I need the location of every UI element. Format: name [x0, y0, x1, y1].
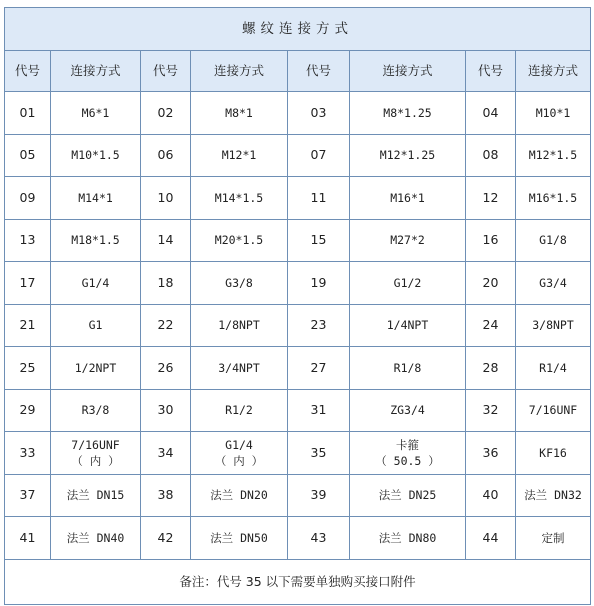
connection-type-cell — [350, 432, 466, 475]
connection-type-label: 卡箍 — [396, 437, 419, 452]
code-cell: 33 — [5, 432, 51, 475]
connection-type-label: 法兰 DN15 — [66, 488, 125, 503]
connection-type-label: M12*1 — [221, 148, 257, 163]
thread-connection-table-container — [4, 7, 590, 605]
code-cell: 14 — [141, 219, 191, 262]
connection-type-label: 法兰 DN25 — [378, 488, 437, 503]
connection-type-label: G3/8 — [225, 275, 253, 290]
connection-type-label: 法兰 DN80 — [378, 530, 437, 545]
connection-type-label: M12*1.5 — [528, 148, 578, 163]
code-cell: 09 — [5, 177, 51, 220]
code-cell: 19 — [288, 262, 350, 305]
table-title-row — [5, 8, 591, 51]
connection-type-cell — [350, 262, 466, 305]
table-row — [5, 262, 591, 305]
code-cell: 32 — [466, 389, 516, 432]
connection-type-cell — [51, 219, 141, 262]
code-cell: 30 — [141, 389, 191, 432]
connection-type-cell — [516, 389, 591, 432]
connection-type-label: M27*2 — [390, 233, 425, 248]
connection-type-cell — [350, 304, 466, 347]
connection-type-cell — [191, 92, 288, 135]
table-row — [5, 304, 591, 347]
connection-type-label: M14*1.5 — [214, 190, 264, 205]
connection-type-label: 3/4NPT — [218, 360, 260, 375]
connection-type-cell — [516, 304, 591, 347]
connection-type-cell — [350, 517, 466, 560]
connection-type-cell — [191, 134, 288, 177]
connection-type-label: R1/2 — [225, 403, 253, 418]
table-row — [5, 432, 591, 475]
connection-type-label: G1/8 — [539, 233, 567, 248]
code-cell: 07 — [288, 134, 350, 177]
code-cell: 06 — [141, 134, 191, 177]
code-cell: 04 — [466, 92, 516, 135]
code-cell: 38 — [141, 474, 191, 517]
connection-type-label: G1/2 — [393, 275, 422, 290]
code-cell: 28 — [466, 347, 516, 390]
connection-type-cell — [191, 262, 288, 305]
header-connection-type: 连接方式 — [191, 51, 288, 92]
connection-type-cell — [51, 92, 141, 135]
connection-type-cell — [191, 432, 288, 475]
connection-type-cell — [191, 347, 288, 390]
code-cell: 34 — [141, 432, 191, 475]
connection-type-label: M20*1.5 — [214, 233, 264, 248]
connection-type-cell — [191, 219, 288, 262]
connection-type-cell — [516, 177, 591, 220]
connection-type-label: 法兰 DN32 — [524, 488, 582, 503]
code-cell: 15 — [288, 219, 350, 262]
connection-type-cell — [350, 347, 466, 390]
code-cell: 22 — [141, 304, 191, 347]
table-row — [5, 389, 591, 432]
code-cell: 25 — [5, 347, 51, 390]
code-cell: 03 — [288, 92, 350, 135]
connection-type-label: M14*1 — [78, 190, 113, 205]
connection-type-label: G1/4 — [225, 437, 253, 452]
connection-type-label: 1/8NPT — [218, 318, 260, 333]
connection-type-cell — [51, 262, 141, 305]
table-note-row — [5, 559, 591, 604]
code-cell: 35 — [288, 432, 350, 475]
connection-type-label: M16*1.5 — [528, 190, 578, 205]
code-cell: 18 — [141, 262, 191, 305]
code-cell: 40 — [466, 474, 516, 517]
code-cell: 44 — [466, 517, 516, 560]
header-code: 代号 — [141, 51, 191, 92]
header-connection-type: 连接方式 — [516, 51, 591, 92]
connection-type-label: 定制 — [541, 530, 565, 545]
header-connection-type: 连接方式 — [51, 51, 141, 92]
connection-type-cell — [51, 474, 141, 517]
connection-type-sublabel: （ 50.5 ） — [375, 453, 440, 468]
connection-type-label: ZG3/4 — [390, 403, 425, 418]
connection-type-cell — [191, 474, 288, 517]
connection-type-cell — [516, 92, 591, 135]
code-cell: 13 — [5, 219, 51, 262]
code-cell: 36 — [466, 432, 516, 475]
connection-type-label: M10*1 — [535, 105, 571, 120]
table-header-row — [5, 51, 591, 92]
code-cell: 27 — [288, 347, 350, 390]
connection-type-label: G3/4 — [539, 275, 567, 290]
code-cell: 26 — [141, 347, 191, 390]
connection-type-cell — [516, 347, 591, 390]
thread-connection-table — [4, 7, 591, 605]
code-cell: 12 — [466, 177, 516, 220]
connection-type-label: 1/2NPT — [74, 360, 117, 375]
connection-type-label: 7/16UNF — [71, 437, 120, 452]
table-note: 备注：代号 35 以下需要单独购买接口附件 — [5, 559, 591, 604]
connection-type-label: R3/8 — [81, 403, 110, 418]
connection-type-cell — [191, 389, 288, 432]
table-row — [5, 219, 591, 262]
table-row — [5, 134, 591, 177]
connection-type-label: M8*1.25 — [383, 105, 432, 120]
connection-type-cell — [51, 304, 141, 347]
connection-type-label: 法兰 DN50 — [210, 530, 268, 545]
header-code: 代号 — [466, 51, 516, 92]
connection-type-label: 7/16UNF — [528, 403, 578, 418]
code-cell: 16 — [466, 219, 516, 262]
connection-type-sublabel: （ 内 ） — [214, 453, 264, 468]
connection-type-cell — [51, 177, 141, 220]
connection-type-cell — [516, 432, 591, 475]
table-row — [5, 474, 591, 517]
header-connection-type: 连接方式 — [350, 51, 466, 92]
code-cell: 01 — [5, 92, 51, 135]
code-cell: 17 — [5, 262, 51, 305]
connection-type-label: G1/4 — [81, 275, 110, 290]
connection-type-label: KF16 — [539, 445, 567, 460]
code-cell: 42 — [141, 517, 191, 560]
connection-type-cell — [516, 517, 591, 560]
connection-type-cell — [350, 92, 466, 135]
code-cell: 41 — [5, 517, 51, 560]
code-cell: 43 — [288, 517, 350, 560]
table-row — [5, 347, 591, 390]
connection-type-cell — [191, 177, 288, 220]
connection-type-cell — [191, 517, 288, 560]
code-cell: 23 — [288, 304, 350, 347]
connection-type-label: R1/8 — [393, 360, 422, 375]
code-cell: 08 — [466, 134, 516, 177]
code-cell: 21 — [5, 304, 51, 347]
connection-type-label: 法兰 DN20 — [210, 488, 268, 503]
connection-type-cell — [350, 134, 466, 177]
code-cell: 29 — [5, 389, 51, 432]
connection-type-label: M10*1.5 — [71, 148, 120, 163]
connection-type-cell — [350, 389, 466, 432]
header-code: 代号 — [288, 51, 350, 92]
code-cell: 11 — [288, 177, 350, 220]
code-cell: 39 — [288, 474, 350, 517]
connection-type-cell — [516, 262, 591, 305]
connection-type-cell — [350, 177, 466, 220]
connection-type-cell — [516, 474, 591, 517]
connection-type-label: 1/4NPT — [386, 318, 429, 333]
connection-type-label: R1/4 — [539, 360, 567, 375]
connection-type-cell — [51, 389, 141, 432]
connection-type-cell — [516, 134, 591, 177]
connection-type-label: M16*1 — [390, 190, 425, 205]
connection-type-cell — [51, 134, 141, 177]
connection-type-cell — [350, 219, 466, 262]
connection-type-cell — [516, 219, 591, 262]
connection-type-label: M8*1 — [225, 105, 253, 120]
connection-type-label: 法兰 DN40 — [66, 530, 125, 545]
code-cell: 02 — [141, 92, 191, 135]
table-row — [5, 177, 591, 220]
connection-type-label: M12*1.25 — [379, 148, 436, 163]
code-cell: 31 — [288, 389, 350, 432]
connection-type-cell — [51, 432, 141, 475]
connection-type-cell — [350, 474, 466, 517]
header-code: 代号 — [5, 51, 51, 92]
code-cell: 10 — [141, 177, 191, 220]
connection-type-label: M18*1.5 — [71, 233, 120, 248]
connection-type-label: M6*1 — [81, 105, 110, 120]
connection-type-cell — [51, 517, 141, 560]
code-cell: 24 — [466, 304, 516, 347]
code-cell: 37 — [5, 474, 51, 517]
connection-type-label: G1 — [88, 318, 103, 333]
code-cell: 20 — [466, 262, 516, 305]
connection-type-cell — [51, 347, 141, 390]
table-body — [5, 92, 591, 560]
connection-type-cell — [191, 304, 288, 347]
code-cell: 05 — [5, 134, 51, 177]
connection-type-sublabel: （ 内 ） — [71, 453, 120, 468]
table-title: 螺纹连接方式 — [5, 8, 591, 51]
connection-type-label: 3/8NPT — [532, 318, 574, 333]
table-row — [5, 92, 591, 135]
table-row — [5, 517, 591, 560]
